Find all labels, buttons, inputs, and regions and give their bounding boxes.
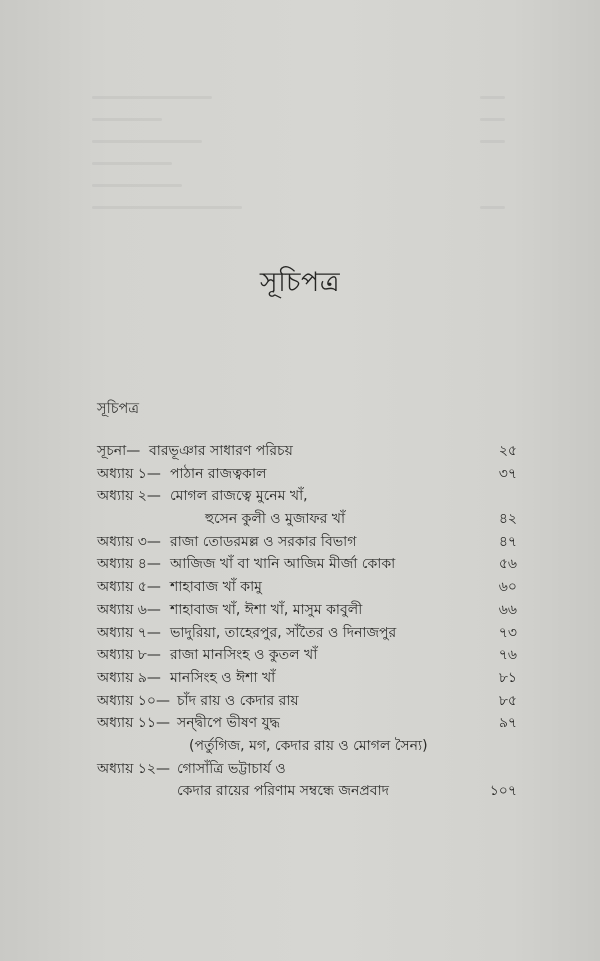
toc-entry	[97, 758, 517, 781]
bleed-through-mark	[480, 118, 505, 121]
bleed-through-mark	[92, 206, 242, 209]
toc-entry	[97, 553, 517, 576]
section-label: সূচিপত্র	[97, 401, 140, 417]
entry-heading: বারভূঞার সাধারণ পরিচয়	[149, 443, 293, 459]
entry-page: ৮১	[498, 669, 517, 686]
entry-heading: গোসাঁত্রি ভট্টাচার্য ও	[177, 760, 286, 777]
toc-entry	[97, 644, 517, 667]
entry-heading: ভাদুরিয়া, তাহেরপুর, সাঁতৈর ও দিনাজপুর	[170, 624, 397, 641]
toc-entry-continuation	[97, 735, 517, 758]
entry-heading: শাহাবাজ খাঁ কামু	[170, 579, 262, 596]
entry-heading: হুসেন কুলী ও মুজাফর খাঁ	[205, 511, 346, 528]
bleed-through-mark	[92, 162, 172, 165]
entry-page: ২৫	[498, 443, 517, 459]
entry-number: অধ্যায় ৭—	[97, 624, 161, 641]
entry-page: ৫৬	[498, 556, 517, 573]
bleed-through-mark	[92, 118, 162, 121]
toc-entry	[97, 531, 517, 554]
entry-number: অধ্যায় ৮—	[97, 647, 161, 664]
entry-heading: সন্দ্বীপে ভীষণ যুদ্ধ	[177, 715, 280, 732]
entry-heading: আজিজ খাঁ বা খানি আজিম মীর্জা কোকা	[170, 556, 396, 573]
bleed-through-mark	[92, 184, 182, 187]
page-title: সূচিপত্র	[259, 267, 341, 298]
toc-entry	[97, 576, 517, 599]
bleed-through-mark	[92, 96, 212, 99]
entry-number: অধ্যায় ৪—	[97, 556, 161, 573]
entry-heading: কেদার রায়ের পরিণাম সম্বন্ধে জনপ্রবাদ	[177, 783, 389, 800]
toc-entry	[97, 667, 517, 690]
toc-entry	[97, 690, 517, 713]
toc-entry	[97, 622, 517, 645]
entry-number: অধ্যায় ৩—	[97, 533, 161, 550]
entry-number: অধ্যায় ১০—	[97, 692, 170, 709]
entry-page: ৩৭	[498, 465, 517, 482]
entry-heading: মানসিংহ ও ঈশা খাঁ	[170, 669, 276, 686]
entry-page: ৮৫	[498, 692, 517, 709]
entry-number: অধ্যায় ১১—	[97, 715, 170, 732]
entry-number: অধ্যায় ২—	[97, 488, 161, 505]
entry-page: ৯৭	[498, 715, 517, 732]
bleed-through-mark	[480, 96, 505, 99]
entry-heading: মোগল রাজত্বে মুনেম খাঁ,	[170, 488, 308, 505]
entry-heading: রাজা মানসিংহ ও কুতল খাঁ	[170, 647, 318, 664]
toc-entry	[97, 440, 517, 463]
entry-number: অধ্যায় ৫—	[97, 579, 161, 596]
table-of-contents	[97, 440, 517, 803]
toc-entry	[97, 485, 517, 508]
toc-entry-continuation	[97, 780, 517, 803]
entry-number: অধ্যায় ১২—	[97, 760, 170, 777]
entry-page: ৭৬	[498, 647, 517, 664]
entry-page: ৭৩	[498, 624, 517, 641]
entry-page: ৬৬	[498, 601, 517, 618]
entry-heading: চাঁদ রায় ও কেদার রায়	[177, 692, 299, 709]
bleed-through-mark	[92, 140, 202, 143]
toc-entry	[97, 463, 517, 486]
toc-entry-continuation	[97, 508, 517, 531]
entry-number: অধ্যায় ৯—	[97, 669, 161, 686]
entry-page: ১০৭	[489, 783, 517, 800]
toc-entry	[97, 712, 517, 735]
entry-number: অধ্যায় ৬—	[97, 601, 161, 618]
entry-heading: পাঠান রাজত্বকাল	[170, 465, 267, 482]
entry-number: সূচনা—	[97, 443, 141, 459]
entry-page: ৬০	[498, 579, 517, 596]
entry-heading: রাজা তোডরমল্ল ও সরকার বিভাগ	[170, 533, 357, 550]
bleed-through-mark	[480, 206, 505, 209]
entry-heading: (পর্তুগিজ, মগ, কেদার রায় ও মোগল সৈন্য)	[189, 737, 428, 754]
entry-heading: শাহাবাজ খাঁ, ঈশা খাঁ, মাসুম কাবুলী	[170, 601, 363, 618]
entry-page: ৪৭	[498, 533, 517, 550]
entry-page: ৪২	[498, 511, 517, 528]
entry-number: অধ্যায় ১—	[97, 465, 161, 482]
toc-entry	[97, 599, 517, 622]
bleed-through-mark	[480, 140, 505, 143]
